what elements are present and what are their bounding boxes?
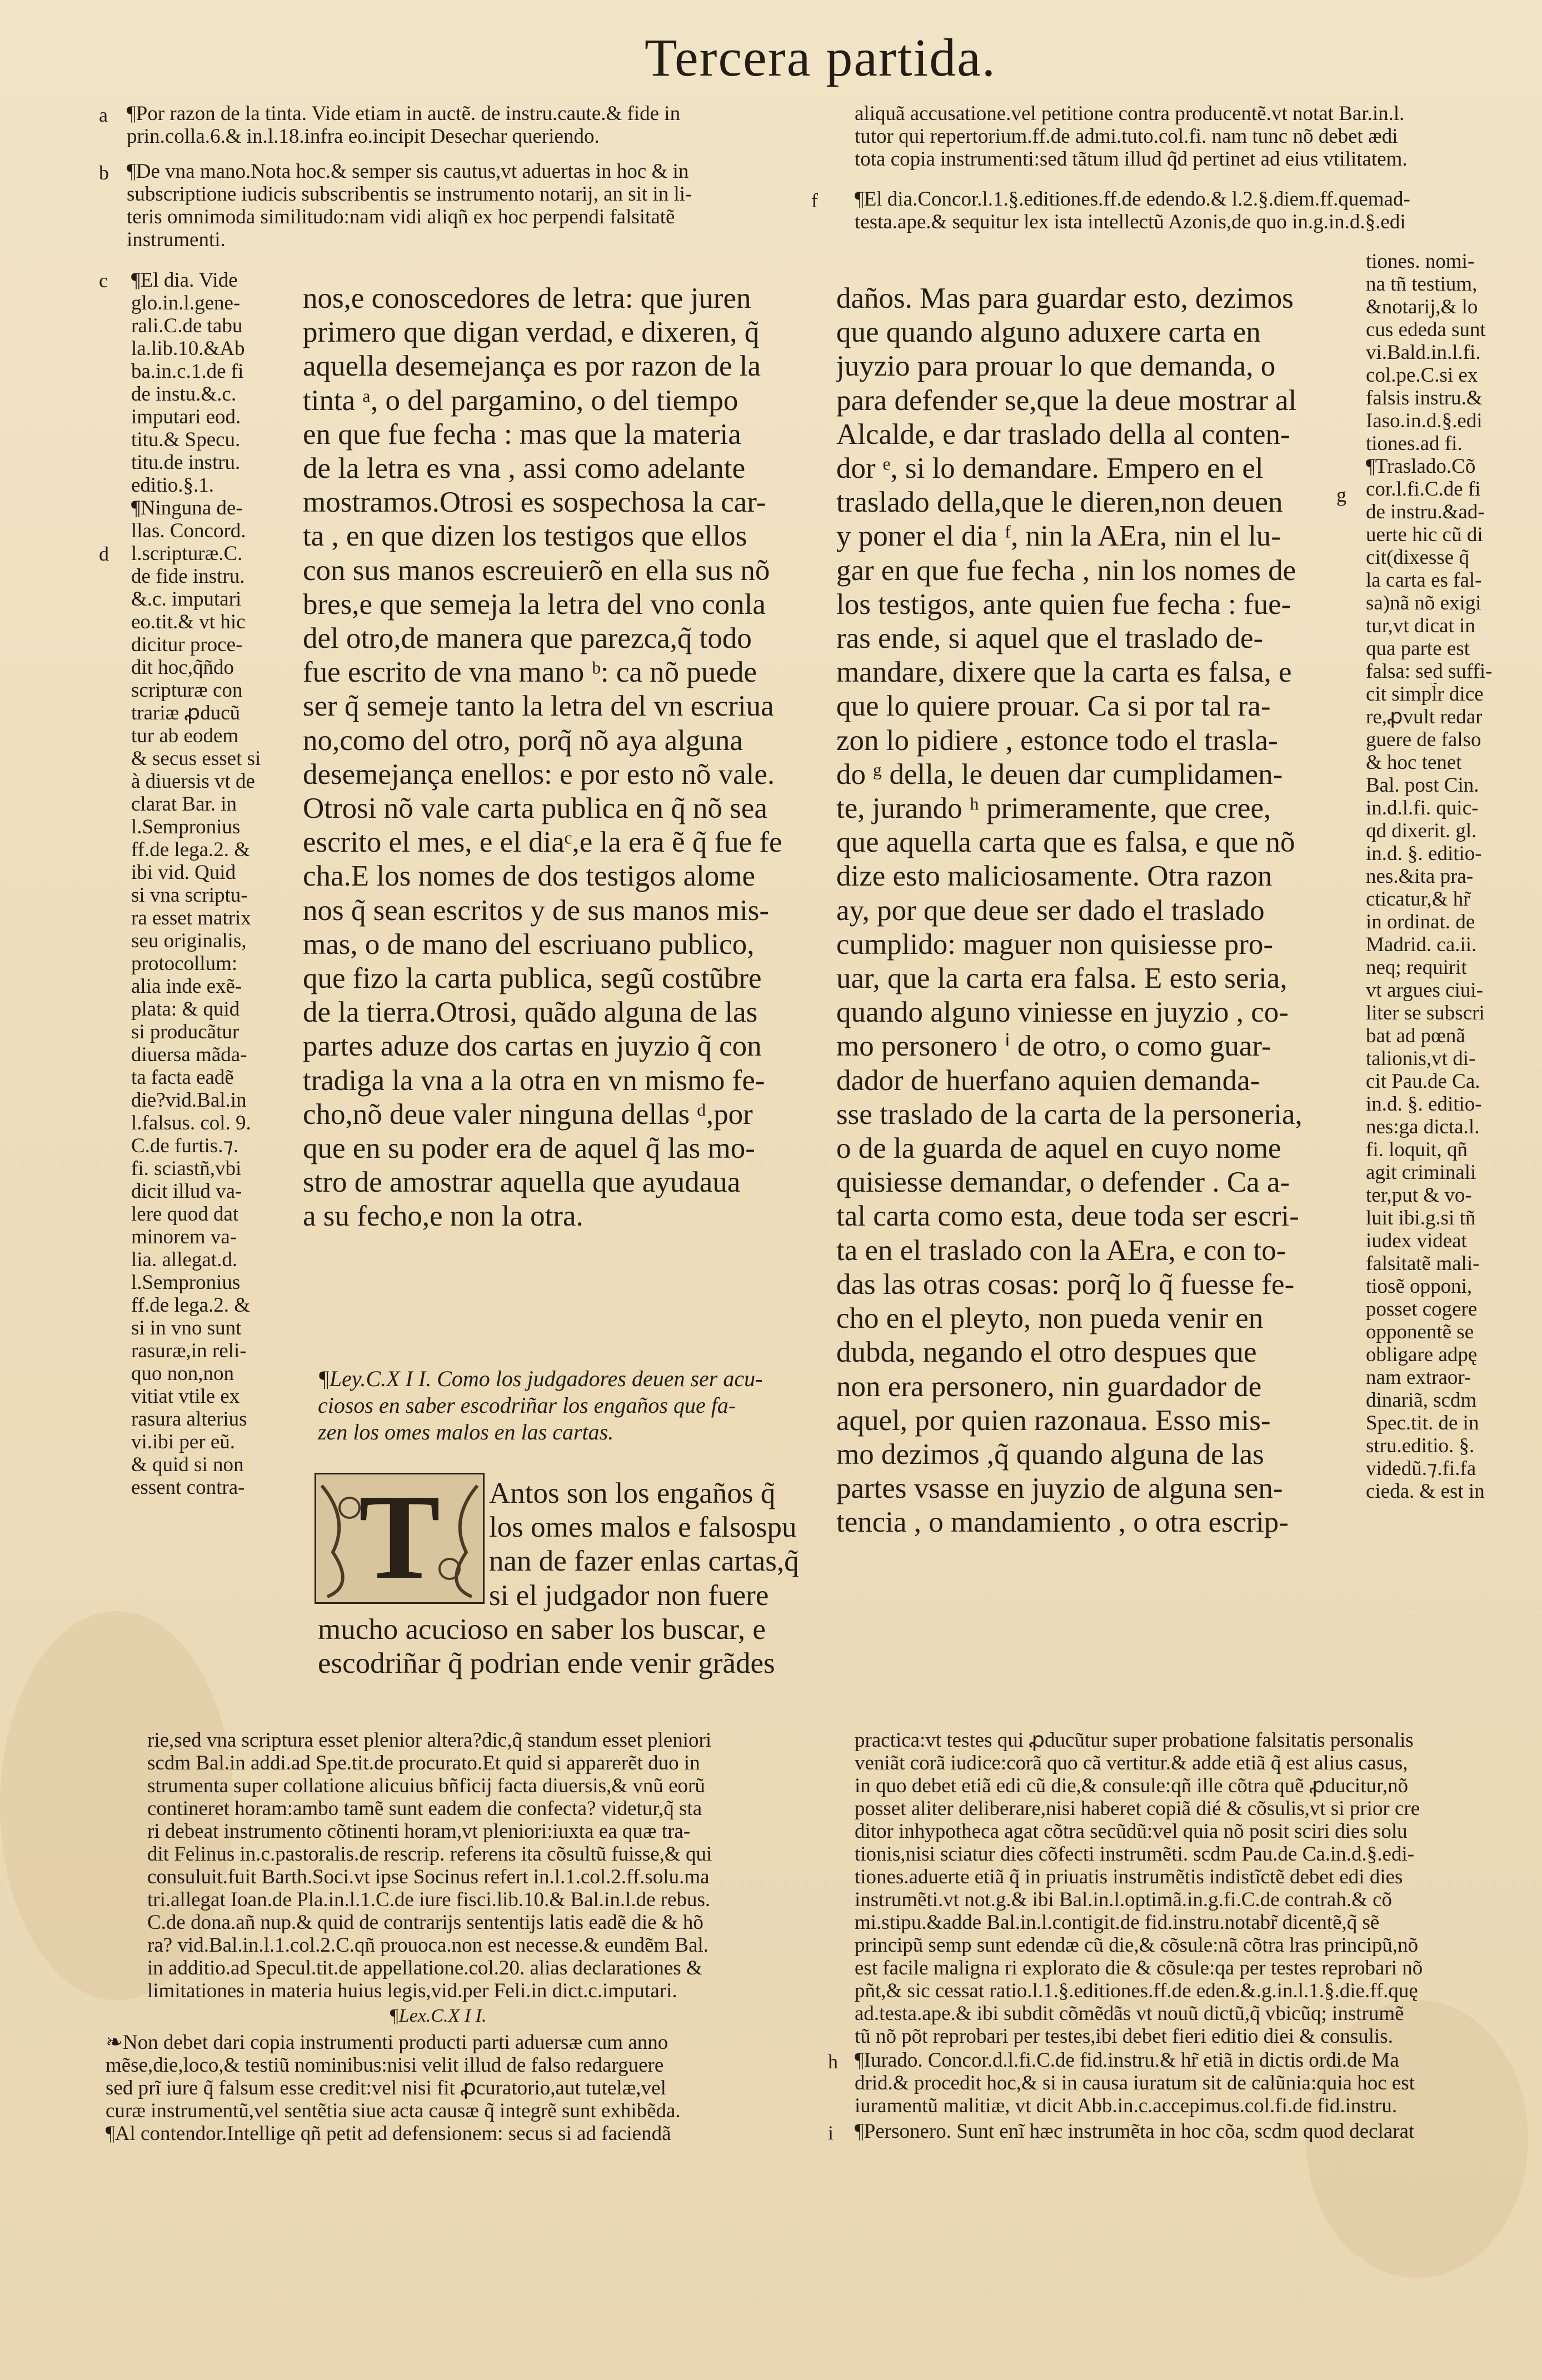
gloss-line: rali.C.de tabu [131, 314, 243, 337]
gloss-line: consuluit.fuit Barth.Soci.vt ipse Socinus refert in.l.1.col.2.ff.solu.ma [147, 1866, 710, 1888]
main-line: mandare, dixere que la carta es falsa, e [836, 656, 1292, 689]
lex-heading-line: ¶Ley.C.X I I. Como los judgadores deuen ser acu- [318, 1366, 763, 1391]
main-line: das las otras cosas: porq̃ lo q̃ fuesse fe- [836, 1268, 1295, 1301]
gloss-line: in.d. §. editio- [1366, 1093, 1482, 1116]
gloss-line: sa)nã nõ exigi [1366, 592, 1481, 614]
running-head: Tercera partida. [645, 28, 996, 87]
main-line: que aquella carta que es falsa, e que nõ [836, 826, 1295, 859]
gloss-line: in.d. §. editio- [1366, 842, 1482, 865]
gloss-line: practica:vt testes qui ꝓducũtur super probatione falsitatis personalis [855, 1729, 1414, 1752]
gloss-line: aliquã accusatione.vel petitione contra producentẽ.vt notat Bar.in.l. [855, 102, 1405, 125]
gloss-line: mẽse,die,loco,& testiũ nominibus:nisi velit illud de falso redarguere [106, 2054, 664, 2077]
initial-letter: T [358, 1469, 441, 1604]
gloss-line: qua parte est [1366, 637, 1470, 660]
gloss-line: ri debeat instrumento cõtinenti horam,vt pleniori:iuxta ea quæ tra- [147, 1820, 691, 1843]
bottom-left-gloss [147, 1729, 814, 2002]
gloss-line: lia. allegat.d. [131, 1248, 238, 1271]
gloss-line: scdm Bal.in addi.ad Spe.tit.de procurato.Et quid si apparerẽt duo in [147, 1752, 700, 1774]
main-line: ta en el traslado con la AEra, e con to- [836, 1234, 1286, 1267]
main-line: zon lo pidiere , estonce todo el trasla- [836, 724, 1278, 757]
gloss-line: dicitur proce- [131, 633, 243, 656]
gloss-line: si in vno sunt [131, 1317, 242, 1339]
lex-heading-line: zen los omes malos en las cartas. [318, 1419, 614, 1444]
gloss-line: titu.de instru. [131, 451, 241, 474]
gloss-line: falsis instru.& [1366, 387, 1483, 409]
gloss-marker-h: h [828, 2051, 838, 2073]
gloss-line: Iaso.in.d.§.edi [1366, 409, 1483, 432]
gloss-line: Bal. post Cin. [1366, 774, 1479, 797]
gloss-line: dit hoc,q̃ñdo [131, 656, 234, 679]
gloss-line: mi.stipu.&adde Bal.in.l.contigit.de fid.instru.notabr̃ dicentẽ,q̃ sẽ [855, 1911, 1380, 1934]
gloss-line: ra esset matrix [131, 907, 251, 929]
gloss-line: vi.ibi per eũ. [131, 1431, 236, 1453]
main-line: non era personero, nin guardador de [836, 1370, 1262, 1403]
main-line: fue escrito de vna mano ᵇ: ca nõ puede [303, 656, 757, 689]
main-line: del otro,de manera que parezca,q̃ todo [303, 622, 752, 655]
gloss-line: l.falsus. col. 9. [131, 1112, 251, 1134]
gloss-line: plata: & quid [131, 998, 240, 1021]
gloss-line: vt argues ciui- [1366, 979, 1483, 1002]
main-text-after-initial-b [318, 1613, 818, 1681]
gloss-line: ta facta eadẽ [131, 1066, 234, 1089]
gloss-marker-d: d [99, 543, 109, 565]
gloss-line: iudex videat [1366, 1229, 1467, 1252]
main-line: partes aduze dos cartas en juyzio q̃ con [303, 1030, 762, 1063]
gloss-line: ff.de lega.2. & [131, 838, 251, 861]
main-line: dador de huerfano aquien demanda- [836, 1064, 1260, 1097]
gloss-line: ¶Iurado. Concor.d.l.fi.C.de fid.instru.& hr̃ etiã in dictis ordi.de Ma [855, 2049, 1399, 2072]
gloss-top-right [855, 102, 1527, 171]
main-line: cumplido: maguer non quisiesse pro- [836, 928, 1274, 961]
gloss-line: si vna scriptu- [131, 884, 248, 907]
gloss-line: clarat Bar. in [131, 793, 237, 816]
main-line: cho,nõ deue valer ninguna dellas ᵈ,por [303, 1098, 753, 1131]
main-line: escodriñar q̃ podrian ende venir grãdes [318, 1647, 775, 1680]
main-line: tinta ᵃ, o del pargamino, o del tiempo [303, 384, 738, 417]
main-line: Antos son los engaños q̃ [489, 1477, 776, 1509]
main-line: dor ᵉ, si lo demandare. Empero en el [836, 452, 1264, 485]
gloss-line: C.de furtis.⁊. [131, 1134, 239, 1157]
gloss-line: vi.Bald.in.l.fi. [1366, 341, 1481, 364]
gloss-line: sed prĩ iure q̃ falsum esse credit:vel nisi fit ꝓcuratorio,aut tutelæ,vel [106, 2077, 666, 2099]
gloss-line: & hoc tenet [1366, 751, 1462, 774]
gloss-line: tur ab eodem [131, 724, 239, 747]
main-line: partes vsasse en juyzio de alguna sen- [836, 1472, 1283, 1505]
gloss-line: tota copia instrumenti:sed tãtum illud q̃d pertinet ad eius vtilitatem. [855, 148, 1408, 171]
gloss-line: rie,sed vna scriptura esset plenior altera?dic,q̃ standum esset pleniori [147, 1729, 712, 1752]
gloss-line: tũ nõ põt reprobari per testes,ibi debet fieri editio diei & consulis. [855, 2025, 1393, 2048]
main-line: que fizo la carta publica, segũ costũbre [303, 962, 762, 995]
gloss-line: dinariã, scdm [1366, 1389, 1477, 1412]
gloss-line: pñt,& sic cessat ratio.l.1.§.editiones.ff.de eden.&.g.in.l.1.§.die.ff.quę [855, 1979, 1418, 2002]
gloss-line: nes:ga dicta.l. [1366, 1116, 1480, 1138]
gloss-line: obligare adpę [1366, 1343, 1478, 1366]
gloss-line: cieda. & est in [1366, 1480, 1485, 1503]
gloss-line: posset cogere [1366, 1298, 1478, 1321]
gloss-line: cit simpl̃r dice [1366, 683, 1484, 706]
gloss-line: & quid si non [131, 1453, 244, 1476]
gloss-f [855, 188, 1527, 233]
gloss-line: glo.in.l.gene- [131, 292, 241, 314]
main-line: cha.E los nomes de dos testigos alome [303, 860, 755, 893]
gloss-line: curæ instrumentũ,vel sentẽtia siue acta causæ q̃ integrẽ sunt exhibẽda. [106, 2099, 681, 2122]
main-line: que en su poder era de aquel q̃ las mo- [303, 1132, 755, 1165]
gloss-line: ter,put & vo- [1366, 1184, 1472, 1207]
gloss-line: eo.tit.& vt hic [131, 611, 246, 633]
gloss-line: ra? vid.Bal.in.l.1.col.2.C.qñ prouoca.non est necesse.& eundẽm Bal. [147, 1934, 709, 1957]
gloss-line: opponentẽ se [1366, 1321, 1474, 1343]
gloss-line: in.d.l.fi. quic- [1366, 797, 1479, 819]
gloss-line: tutor qui repertorium.ff.de admi.tuto.col.fi. nam tunc nõ debet ædi [855, 125, 1398, 148]
bottom-left-gloss-2 [106, 2031, 817, 2145]
decorated-initial [315, 1469, 485, 1604]
gloss-line: tiones. nomi- [1366, 250, 1475, 273]
gloss-line: drid.& procedit hoc,& si in causa iuratum sit de calũnia:quia hoc est [855, 2072, 1415, 2094]
gloss-line: na tñ testium, [1366, 273, 1478, 296]
main-line: tal carta como esta, deue toda ser escri- [836, 1200, 1299, 1233]
gloss-line: tionis,nisi sciatur dies cõfecti instrumẽti. scdm Pau.de Ca.in.d.§.edi- [855, 1843, 1415, 1866]
gloss-line: si producãtur [131, 1021, 239, 1043]
gloss-line: & secus esset si [131, 747, 261, 770]
gloss-b [127, 160, 827, 251]
gloss-line: nes.&ita pra- [1366, 865, 1474, 888]
gloss-line: neq; requirit [1366, 956, 1467, 979]
gloss-line: stru.editio. §. [1366, 1434, 1475, 1457]
gloss-line: videdũ.⁊.fi.fa [1366, 1457, 1476, 1480]
main-text-left [303, 282, 814, 1234]
main-line: o de la guarda de aquel en cuyo nome [836, 1132, 1281, 1165]
gloss-line: ¶De vna mano.Nota hoc.& semper sis cautus,vt aduertas in hoc & in [127, 160, 689, 183]
main-line: de la tierra.Otrosi, quãdo alguna de las [303, 996, 758, 1029]
gloss-line: talionis,vt di- [1366, 1047, 1476, 1070]
main-line: ta , en que dizen los testigos que ellos [303, 520, 747, 553]
gloss-line: l.Sempronius [131, 1271, 241, 1294]
gloss-line: ad.testa.ape.& ibi subdit cõmẽdãs vt nouũ dictũ,q̃ vbicũq; instrumẽ [855, 2002, 1404, 2025]
gloss-line: ¶Personero. Sunt enĩ hæc instrumẽta in hoc cõa, scdm quod declarat [855, 2120, 1415, 2143]
gloss-line: instrumẽti.vt not.g.& ibi Bal.in.l.optimã.in.g.fi.C.de contrah.& cõ [855, 1888, 1393, 1911]
gloss-line: cus ededa sunt [1366, 318, 1486, 341]
gloss-line: rasuræ,in reli- [131, 1339, 247, 1362]
gloss-line: limitationes in materia huius legis,vid.per Feli.in dict.c.imputari. [147, 1979, 677, 2002]
gloss-line: subscriptione iudicis subscribentis se instrumento notarij, an sit in li- [127, 183, 692, 206]
main-line: desemejança enellos: e por esto nõ vale. [303, 758, 775, 791]
gloss-line: in additio.ad Specul.tit.de appellatione.col.20. alias declarationes & [147, 1957, 702, 1979]
gloss-line: vitiat vtile ex [131, 1385, 240, 1408]
gloss-line: fi. sciastñ,vbi [131, 1157, 242, 1180]
gloss-line: la carta es fal- [1366, 569, 1482, 592]
gloss-line: prin.colla.6.& in.l.18.infra eo.incipit Desechar queriendo. [127, 125, 600, 148]
gloss-line: de fide instru. [131, 565, 245, 588]
gloss-line: Madrid. ca.ii. [1366, 933, 1477, 956]
main-line: Otrosi nõ vale carta publica en q̃ nõ sea [303, 792, 767, 825]
gloss-line: lere quod dat [131, 1203, 239, 1226]
gloss-line: qd dixerit. gl. [1366, 819, 1477, 842]
main-line: tradiga la vna a la otra en vn mismo fe- [303, 1064, 765, 1097]
main-line: daños. Mas para guardar esto, dezimos [836, 282, 1294, 314]
gloss-line: ¶Traslado.Cõ [1366, 455, 1476, 478]
main-line: bres,e que semeja la letra del vno conla [303, 588, 766, 621]
main-line: mas, o de mano del escriuano publico, [303, 928, 755, 961]
gloss-line: rasura alterius [131, 1408, 247, 1431]
gloss-line: Spec.tit. de in [1366, 1412, 1479, 1434]
gloss-line: ba.in.c.1.de fi [131, 360, 244, 383]
gloss-line: dit Felinus in.c.pastoralis.de rescrip. referens ita cõsultũ fuisse,& qui [147, 1843, 712, 1866]
gloss-line: bat ad pœnã [1366, 1024, 1465, 1047]
main-line: ay, por que deue ser dado el traslado [836, 894, 1265, 927]
main-line: traslado della,que le dieren,non deuen [836, 486, 1283, 519]
gloss-line: cit Pau.de Ca. [1366, 1070, 1480, 1093]
gloss-line: &notarij,& lo [1366, 296, 1478, 318]
gloss-marker-f: f [811, 189, 818, 212]
gloss-line: die?vid.Bal.in [131, 1089, 247, 1112]
gloss-line: cit(dixesse q̃ [1366, 546, 1469, 569]
main-line: uar, que la carta era falsa. E esto seria, [836, 962, 1288, 995]
gloss-i [855, 2120, 1527, 2143]
main-line: ras ende, si aquel que el traslado de- [836, 622, 1264, 655]
main-line: sse traslado de la carta de la personeria, [836, 1098, 1303, 1131]
gloss-line: teris omnimoda similitudo:nam vidi aliqñ ex hoc perpendi falsitatẽ [127, 206, 675, 228]
gloss-line: &.c. imputari [131, 588, 242, 611]
gloss-line: veniãt corã iudice:corã quo cã vertitur.& adde etiã q̃ est alius casus, [855, 1752, 1408, 1774]
gloss-line: dicit illud va- [131, 1180, 242, 1203]
gloss-line: C.de dona.añ nup.& quid de contrarijs sententijs latis eadẽ die & hõ [147, 1911, 703, 1934]
main-line: escrito el mes, e el diaᶜ,e la era ẽ q̃ fue fe [303, 826, 782, 859]
gloss-line: de instu.&.c. [131, 383, 237, 406]
gloss-line: ditor inhypotheca agat cõtra secũdũ:vel quia nõ posit sciri dies solu [855, 1820, 1408, 1843]
gloss-line: tiones.ad fi. [1366, 432, 1463, 455]
main-line: de la letra es vna , assi como adelante [303, 452, 746, 485]
gloss-line: cor.l.fi.C.de fi [1366, 478, 1481, 501]
gloss-line: contineret horam:ambo tamẽ sunt eadem die confecta? videtur,q̃ sta [147, 1797, 702, 1820]
gloss-line: ff.de lega.2. & [131, 1294, 251, 1317]
main-line: para defender se,que la deue mostrar al [836, 384, 1297, 417]
gloss-line: diuersa mãda- [131, 1043, 247, 1066]
gloss-marker-b: b [99, 162, 109, 184]
gloss-line: ¶Por razon de la tinta. Vide etiam in auctẽ. de instru.caute.& fide in [127, 102, 681, 125]
main-line: los testigos, ante quien fue fecha : fue- [836, 588, 1291, 621]
gloss-line: protocollum: [131, 952, 238, 975]
gloss-line: est facile maligna ri explorato die & cõsule:qa per testes reprobari nõ [855, 1957, 1423, 1979]
gloss-line: tur,vt dicat in [1366, 614, 1475, 637]
main-line: juyzio para prouar lo que demanda, o [836, 350, 1276, 383]
main-line: en que fue fecha : mas que la materia [303, 418, 741, 451]
main-line: que quando alguno aduxere carta en [836, 316, 1261, 349]
gloss-line: minorem va- [131, 1226, 237, 1248]
left-margin-gloss [131, 269, 292, 1499]
gloss-line: ibi vid. Quid [131, 861, 236, 884]
gloss-line: posset aliter deliberare,nisi haberet copiã dié & cõsulis,vt si prior cre [855, 1797, 1420, 1820]
main-line: mucho acucioso en saber los buscar, e [318, 1613, 766, 1646]
gloss-line: seu originalis, [131, 929, 247, 952]
gloss-line: ¶Al contendor.Intellige qñ petit ad defensionem: secus si ad faciendã [106, 2122, 671, 2145]
gloss-line: falsitatẽ mali- [1366, 1252, 1480, 1275]
main-line: no,como del otro, porq̃ nõ aya alguna [303, 724, 743, 757]
gloss-line: guere de falso [1366, 728, 1481, 751]
gloss-line: testa.ape.& sequitur lex ista intellectũ Azonis,de quo in.g.in.d.§.edi [855, 211, 1406, 233]
gloss-line: llas. Concord. [131, 519, 246, 542]
gloss-line: in ordinat. de [1366, 911, 1475, 933]
gloss-line: ¶El dia. Vide [131, 269, 238, 292]
gloss-line: trariæ ꝓducũ [131, 702, 241, 724]
gloss-line: col.pe.C.si ex [1366, 364, 1478, 387]
gloss-line: iuramentũ malitiæ, vt dicit Abb.in.c.accepimus.col.fi.de fid.instru. [855, 2094, 1398, 2117]
gloss-line: ❧Non debet dari copia instrumenti producti parti aduersæ cum anno [106, 2031, 668, 2054]
main-line: primero que digan verdad, e dixeren, q̃ [303, 316, 760, 349]
gloss-line: tiosẽ opponi, [1366, 1275, 1473, 1298]
main-line: mo personero ⁱ de otro, o como guar- [836, 1030, 1271, 1063]
gloss-line: nam extraor- [1366, 1366, 1471, 1389]
gloss-line: l.scripturæ.C. [131, 542, 243, 565]
gloss-line: ¶El dia.Concor.l.1.§.editiones.ff.de edendo.& l.2.§.diem.ff.quemad- [855, 188, 1410, 211]
main-line: quando alguno viniesse en juyzio , co- [836, 996, 1289, 1029]
gloss-line: cticatur,& hr̃ [1366, 888, 1470, 911]
gloss-marker-i: i [828, 2122, 834, 2144]
gloss-marker-a: a [99, 104, 108, 126]
gloss-line: la.lib.10.&Ab [131, 337, 245, 360]
main-line: si el judgador non fuere [489, 1579, 769, 1612]
gloss-line: à diuersis vt de [131, 770, 255, 793]
main-line: aquella desemejança es por razon de la [303, 350, 761, 383]
gloss-line: in quo debet etiã edi cũ die,& consule:qñ ille cõtra quẽ ꝓducitur,nõ [855, 1774, 1409, 1797]
main-line: a su fecho,e non la otra. [303, 1200, 583, 1233]
gloss-line: fi. loquit, qñ [1366, 1138, 1468, 1161]
gloss-line: ¶Ninguna de- [131, 497, 243, 519]
gloss-line: essent contra- [131, 1476, 245, 1499]
gloss-line: l.Sempronius [131, 816, 241, 838]
main-text-after-initial-a [489, 1477, 822, 1613]
gloss-line: falsa: sed suffi- [1366, 660, 1493, 683]
gloss-line: tiones.aduerte etiã q̃ in priuatis instrumẽtis indistĩctẽ debet edi dies [855, 1866, 1403, 1888]
gloss-line: luit ibi.g.si tñ [1366, 1207, 1476, 1229]
main-line: dize esto maliciosamente. Otra razon [836, 860, 1272, 893]
main-line: quisiesse demandar, o defender . Ca a- [836, 1166, 1290, 1199]
main-text-right [836, 282, 1345, 1540]
gloss-marker-c: c [99, 269, 108, 292]
main-line: con sus manos escreuierõ en ella sus nõ [303, 554, 770, 587]
gloss-line: uerte hic cũ di [1366, 523, 1483, 546]
main-line: stro de amostrar aquella que ayudaua [303, 1166, 741, 1199]
main-line: gar en que fue fecha , nin los nomes de [836, 554, 1296, 587]
gloss-line: liter se subscri [1366, 1002, 1485, 1024]
gloss-line: imputari eod. [131, 406, 241, 428]
main-line: mo dezimos ,q̃ quando alguna de las [836, 1438, 1264, 1471]
main-line: cho en el pleyto, non pueda venir en [836, 1302, 1264, 1335]
main-line: y poner el dia ᶠ, nin la AEra, nin el lu- [836, 520, 1281, 553]
gloss-line: instrumenti. [127, 228, 226, 251]
right-margin-gloss [1366, 250, 1527, 1503]
main-line: dubda, negando el otro despues que [836, 1336, 1257, 1369]
lex-heading-line: ciosos en saber escodriñar los engaños que fa- [318, 1393, 736, 1418]
gloss-line: agit criminali [1366, 1161, 1476, 1184]
gloss-line: strumenta super collatione alicuius bñficij facta diuersis,& vnũ eorũ [147, 1774, 705, 1797]
gloss-line: quo non,non [131, 1362, 234, 1385]
main-line: nos,e conoscedores de letra: que juren [303, 282, 751, 314]
main-line: los omes malos e falsospu [489, 1511, 797, 1544]
main-line: nos q̃ sean escritos y de sus manos mis- [303, 894, 770, 927]
bottom-right-gloss [855, 1729, 1527, 2048]
gloss-line: de instru.&ad- [1366, 501, 1485, 523]
gloss-line: alia inde exẽ- [131, 975, 242, 998]
gloss-line: titu.& Specu. [131, 428, 241, 451]
gloss-a [127, 102, 827, 148]
gloss-line: scripturæ con [131, 679, 243, 702]
main-line: tencia , o mandamiento , o otra escrip- [836, 1506, 1289, 1539]
gloss-line: editio.§.1. [131, 474, 214, 497]
main-line: Alcalde, e dar traslado della al conten- [836, 418, 1290, 451]
gloss-marker-g: g [1336, 484, 1346, 506]
main-line: aquel, por quien razonaua. Esso mis- [836, 1404, 1271, 1437]
lex-label: ¶Lex.C.X I I. [389, 2006, 487, 2026]
gloss-h [855, 2049, 1527, 2117]
gloss-line: re,ꝓvult redar [1366, 706, 1483, 728]
gloss-line: principũ semp sunt edendæ cũ die,& cõsule:nã cõtra lras principũ,nõ [855, 1934, 1419, 1957]
main-line: que lo quiere prouar. Ca si por tal ra- [836, 690, 1271, 723]
main-line: do ᵍ della, le deuen dar cumplidamen- [836, 758, 1283, 791]
gloss-line: tri.allegat Ioan.de Pla.in.l.1.C.de iure fisci.lib.10.& Bal.in.l.de rebus. [147, 1888, 711, 1911]
lex-heading [318, 1366, 818, 1446]
main-line: te, jurando ʰ primeramente, que cree, [836, 792, 1271, 825]
main-line: mostramos.Otrosi es sospechosa la car- [303, 486, 766, 519]
main-line: ser q̃ semeje tanto la letra del vn escriua [303, 690, 774, 723]
main-line: nan de fazer enlas cartas,q̃ [489, 1545, 799, 1578]
